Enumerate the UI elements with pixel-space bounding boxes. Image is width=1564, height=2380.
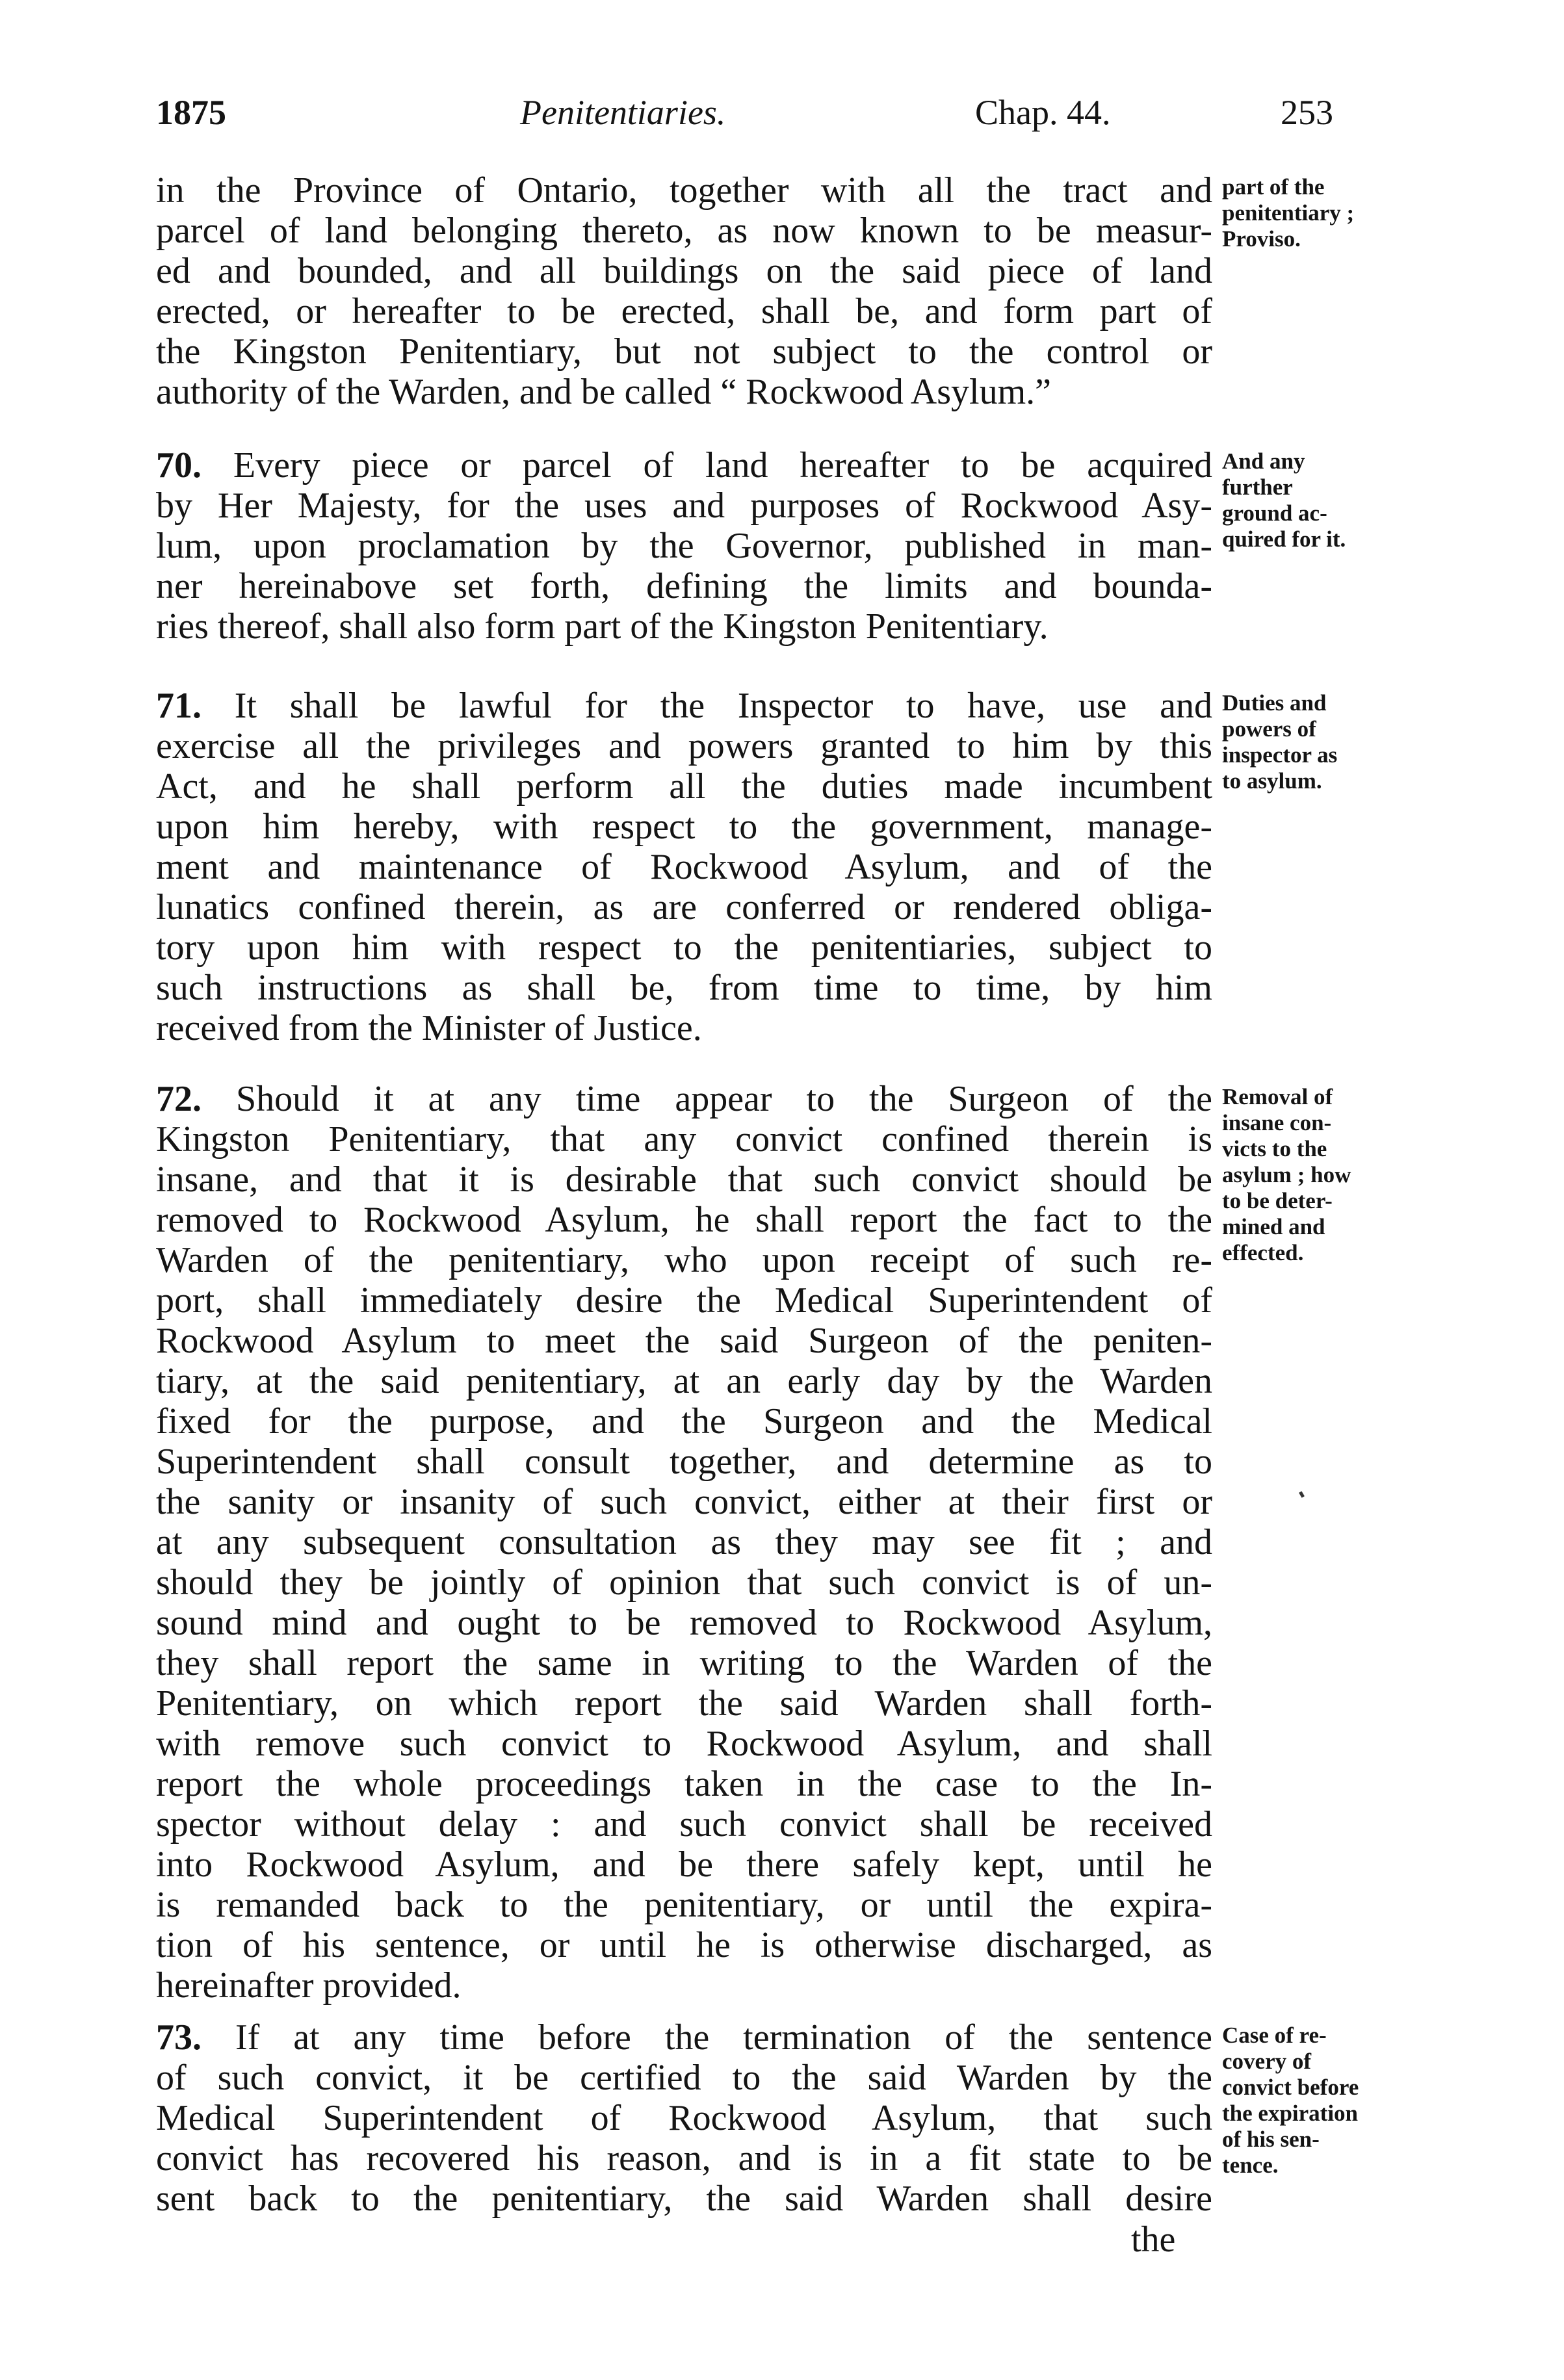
text-line: exercise all the privileges and powers granted to him by this: [156, 726, 1212, 766]
paragraph-continuation: [156, 170, 1212, 412]
text-line: insane, and that it is desirable that such convict should be: [156, 1159, 1212, 1200]
text-line: tory upon him with respect to the penitentiaries, subject to: [156, 927, 1212, 968]
text-line: Act, and he shall perform all the duties made incumbent: [156, 766, 1212, 807]
text-line: 72. Should it at any time appear to the Surgeon of the: [156, 1079, 1212, 1119]
text-line: Warden of the penitentiary, who upon receipt of such re-: [156, 1240, 1212, 1280]
note-line: to asylum.: [1222, 768, 1322, 794]
text-line: should they be jointly of opinion that such convict is of un-: [156, 1562, 1212, 1603]
text-line: 71. It shall be lawful for the Inspector to have, use and: [156, 686, 1212, 726]
text-line: erected, or hereafter to be erected, shall be, and form part of: [156, 291, 1212, 331]
text-line: sound mind and ought to be removed to Rockwood Asylum,: [156, 1603, 1212, 1643]
note-line: the expiration: [1222, 2101, 1359, 2126]
note-line: further: [1222, 474, 1293, 500]
note-line: tence.: [1222, 2153, 1279, 2178]
text-line: tiary, at the said penitentiary, at an early day by the Warden: [156, 1361, 1212, 1401]
text-line: removed to Rockwood Asylum, he shall report the fact to the: [156, 1200, 1212, 1240]
section-number: 73.: [156, 2017, 202, 2058]
note-line: Proviso.: [1222, 226, 1301, 252]
header-title: Penitentiaries.: [520, 93, 726, 132]
text-line: the Kingston Penitentiary, but not subject to the control or: [156, 331, 1212, 372]
running-header: [156, 90, 1437, 135]
text-line: port, shall immediately desire the Medical Superintendent of: [156, 1280, 1212, 1321]
section-70: [156, 445, 1212, 647]
section-number: 72.: [156, 1079, 202, 1119]
text-line: received from the Minister of Justice.: [156, 1008, 702, 1048]
text-line: such instructions as shall be, from time to time, by him: [156, 968, 1212, 1008]
text-line: with remove such convict to Rockwood Asylum, and shall: [156, 1724, 1212, 1764]
catchword: the: [1131, 2219, 1176, 2260]
text-line: ed and bounded, and all buildings on the said piece of land: [156, 251, 1212, 291]
text-line: at any subsequent consultation as they may see fit ; and: [156, 1522, 1212, 1562]
note-line: covery of: [1222, 2049, 1312, 2074]
text-line: report the whole proceedings taken in the case to the In-: [156, 1764, 1212, 1804]
marginal-note-removal-insane: [1222, 1084, 1437, 1266]
note-line: powers of: [1222, 716, 1316, 742]
text-line: ment and maintenance of Rockwood Asylum, and of the: [156, 847, 1212, 887]
note-line: asylum ; how: [1222, 1162, 1351, 1187]
text-line: ner hereinabove set forth, defining the limits and bounda-: [156, 566, 1212, 606]
text-line: sent back to the penitentiary, the said Warden shall desire: [156, 2179, 1212, 2219]
text-line: by Her Majesty, for the uses and purposes of Rockwood Asy-: [156, 485, 1212, 526]
text-line: upon him hereby, with respect to the government, manage-: [156, 807, 1212, 847]
note-line: of his sen-: [1222, 2127, 1320, 2152]
text-line: the sanity or insanity of such convict, either at their first or: [156, 1482, 1212, 1522]
marginal-note-proviso: [1222, 174, 1437, 252]
text-line: into Rockwood Asylum, and be there safely kept, until he: [156, 1844, 1212, 1885]
text-line: 70. Every piece or parcel of land hereafter to be acquired: [156, 445, 1212, 485]
ink-speck: [1299, 1491, 1305, 1497]
text-line: Rockwood Asylum to meet the said Surgeon of the peniten-: [156, 1321, 1212, 1361]
text-line: they shall report the same in writing to the Warden of the: [156, 1643, 1212, 1683]
header-chapter: Chap. 44.: [975, 93, 1111, 132]
section-73: [156, 2017, 1212, 2219]
note-line: Removal of: [1222, 1084, 1333, 1109]
note-line: Duties and: [1222, 690, 1327, 716]
note-line: penitentiary ;: [1222, 200, 1355, 226]
text-line: is remanded back to the penitentiary, or until the expira-: [156, 1885, 1212, 1925]
note-line: convict before: [1222, 2075, 1359, 2100]
text-line: Medical Superintendent of Rockwood Asylum, that such: [156, 2098, 1212, 2138]
text-line: 73. If at any time before the termination of the sentence: [156, 2017, 1212, 2058]
note-line: insane con-: [1222, 1110, 1332, 1135]
note-line: victs to the: [1222, 1136, 1327, 1161]
note-line: And any: [1222, 448, 1305, 474]
text-line: hereinafter provided.: [156, 1965, 462, 2006]
text-line: lum, upon proclamation by the Governor, published in man-: [156, 526, 1212, 566]
header-year: 1875: [156, 93, 226, 132]
text-line: parcel of land belonging thereto, as now known to be measur-: [156, 211, 1212, 251]
marginal-note-case-recovery: [1222, 2023, 1437, 2179]
text-line: fixed for the purpose, and the Surgeon and the Medical: [156, 1401, 1212, 1442]
header-page-number: 253: [1281, 93, 1333, 132]
text-line: Superintendent shall consult together, and determine as to: [156, 1442, 1212, 1482]
marginal-note-inspector-duties: [1222, 690, 1437, 794]
text-line: of such convict, it be certified to the said Warden by the: [156, 2058, 1212, 2098]
note-line: ground ac-: [1222, 500, 1327, 526]
note-line: to be deter-: [1222, 1188, 1333, 1213]
section-number: 70.: [156, 445, 202, 485]
text-line: tion of his sentence, or until he is otherwise discharged, as: [156, 1925, 1212, 1965]
text-line: Penitentiary, on which report the said Warden shall forth-: [156, 1683, 1212, 1724]
note-line: quired for it.: [1222, 526, 1346, 552]
text-line: convict has recovered his reason, and is in a fit state to be: [156, 2138, 1212, 2179]
note-line: effected.: [1222, 1240, 1304, 1265]
text-line: authority of the Warden, and be called “ Rockwood Asylum.”: [156, 372, 1051, 412]
text-line: spector without delay : and such convict shall be received: [156, 1804, 1212, 1844]
text-line: Kingston Penitentiary, that any convict confined therein is: [156, 1119, 1212, 1159]
text-line: in the Province of Ontario, together with all the tract and: [156, 170, 1212, 211]
note-line: Case of re-: [1222, 2023, 1327, 2048]
note-line: mined and: [1222, 1214, 1325, 1239]
text-line: ries thereof, shall also form part of the Kingston Penitentiary.: [156, 606, 1049, 647]
note-line: part of the: [1222, 174, 1325, 200]
section-number: 71.: [156, 686, 202, 726]
marginal-note-further-ground: [1222, 448, 1437, 552]
section-72: [156, 1079, 1212, 2006]
note-line: inspector as: [1222, 742, 1338, 768]
text-line: lunatics confined therein, as are conferred or rendered obliga-: [156, 887, 1212, 927]
section-71: [156, 686, 1212, 1048]
